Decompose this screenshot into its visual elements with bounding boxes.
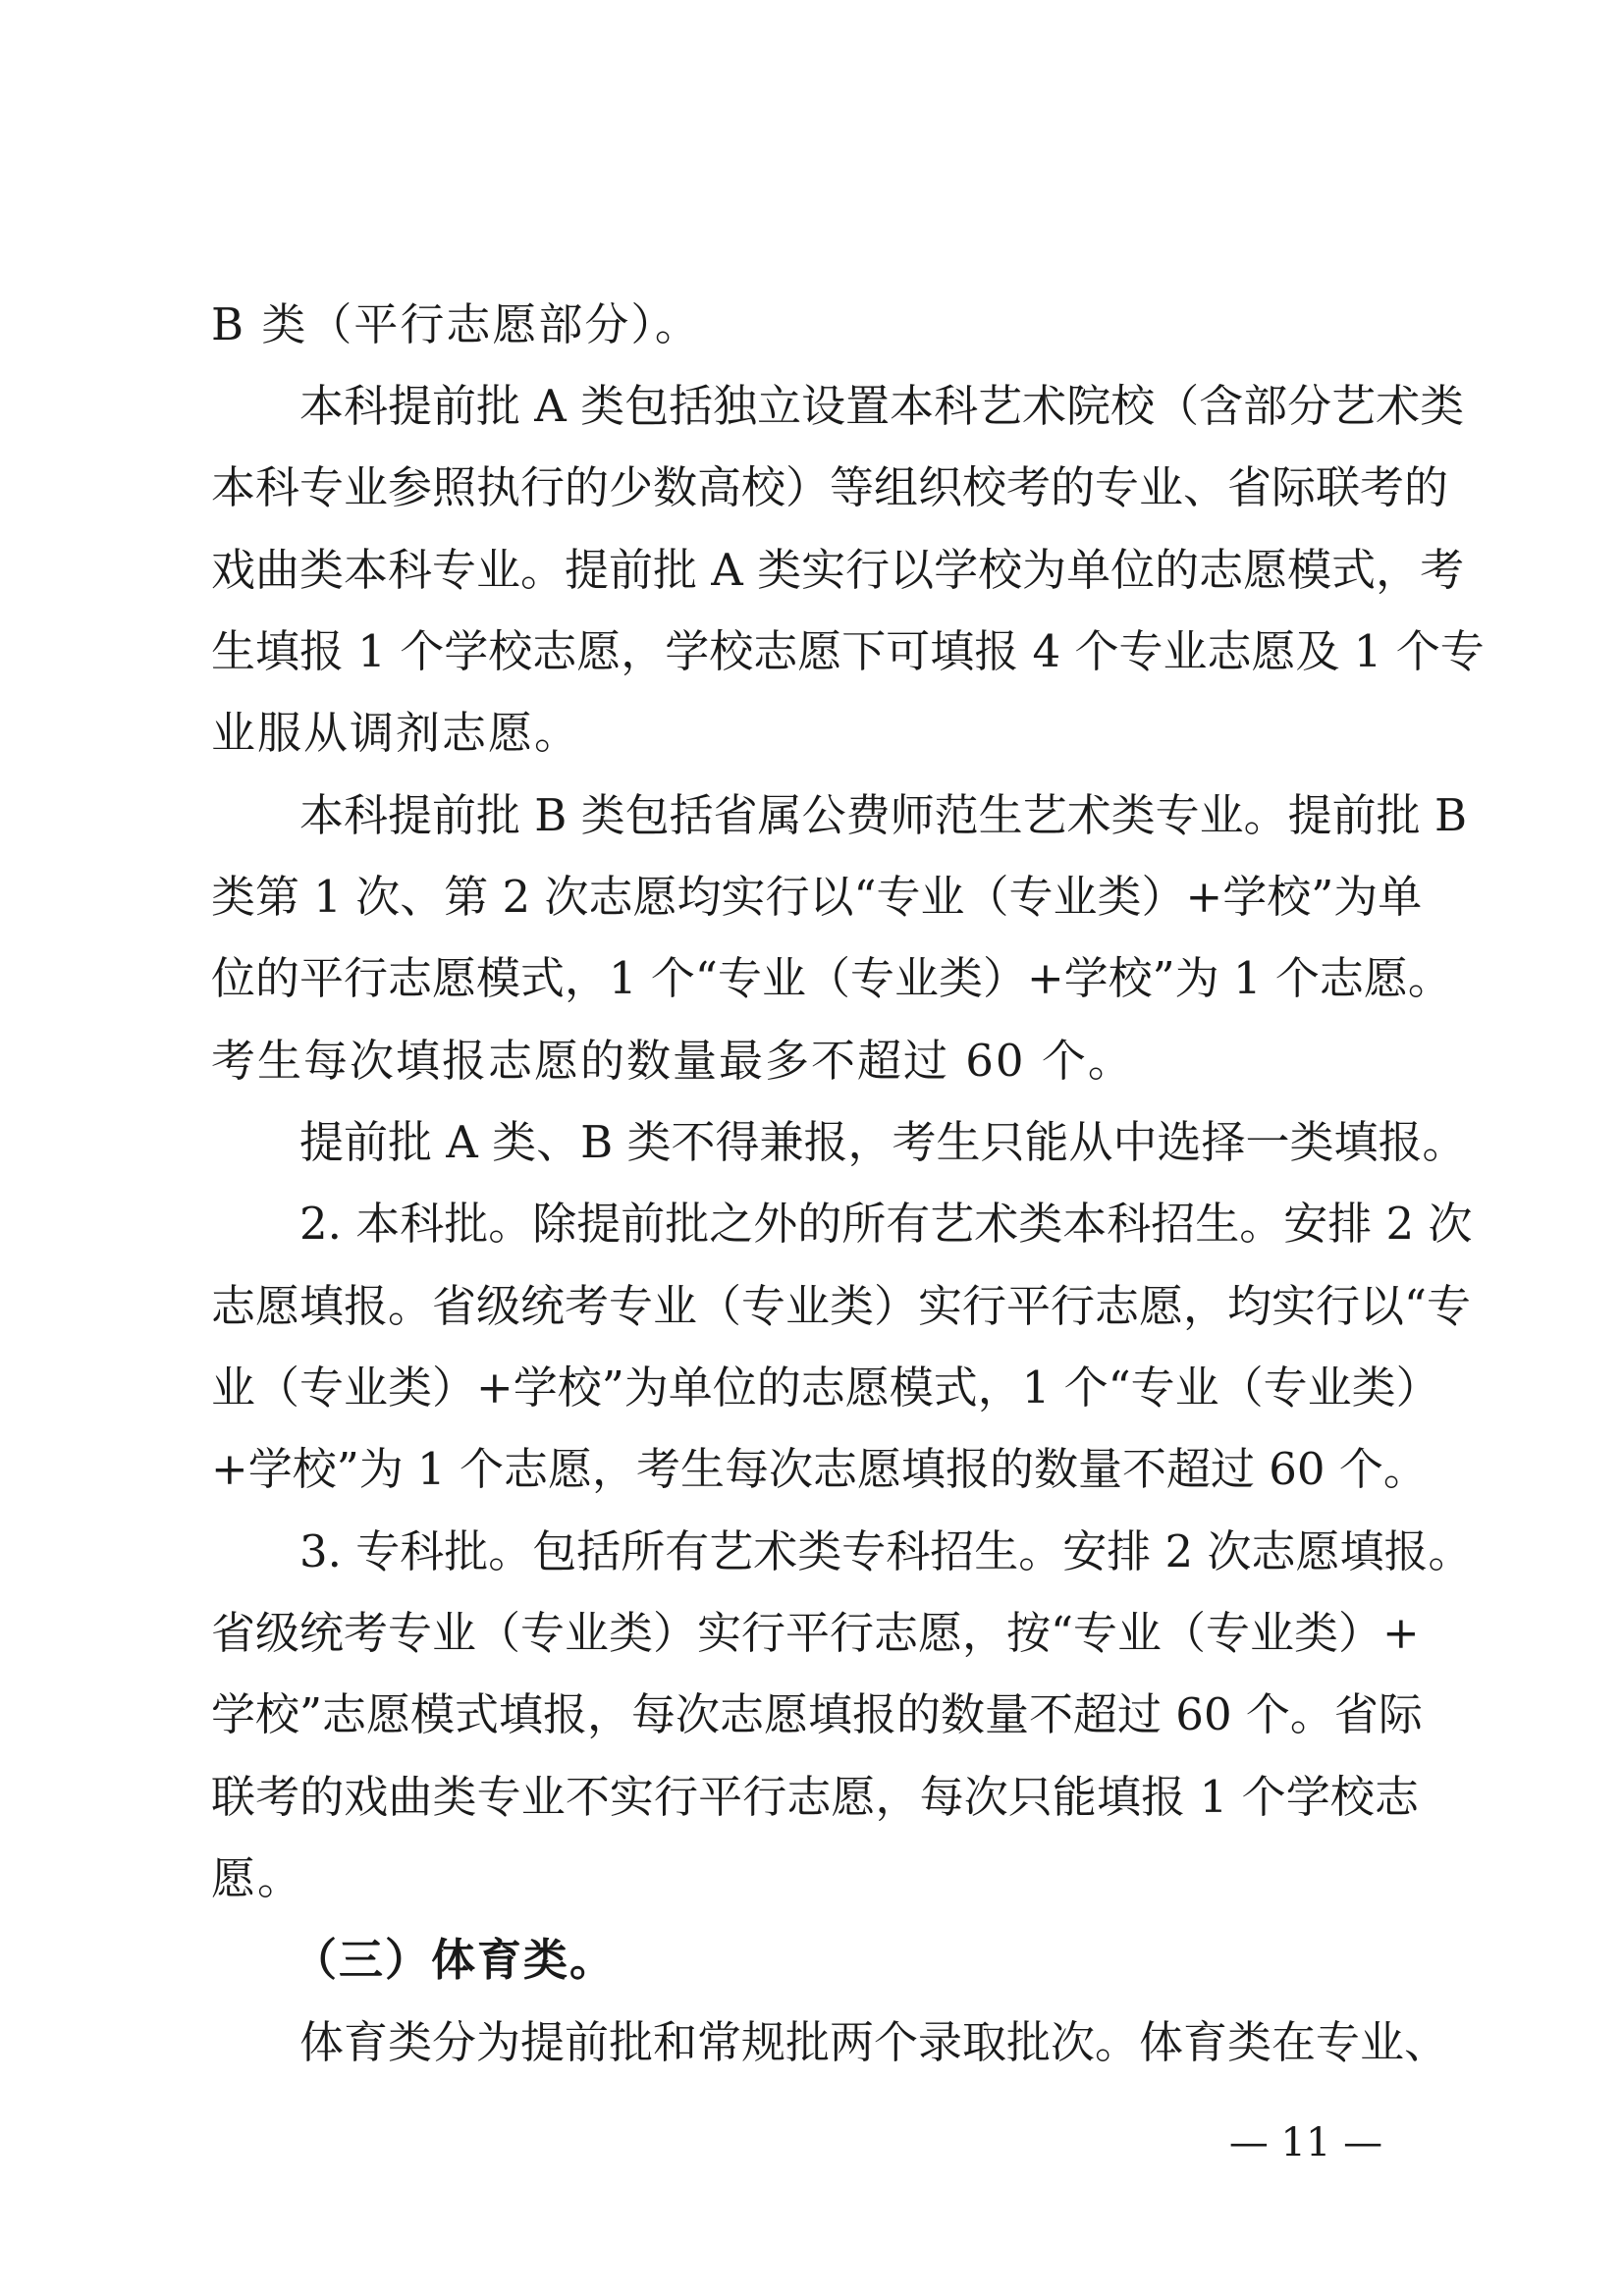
text-line: 位的平行志愿模式，1 个“专业（专业类）+学校”为 1 个志愿。	[211, 952, 1452, 1004]
text-line: 志愿填报。省级统考专业（专业类）实行平行志愿，均实行以“专	[211, 1280, 1472, 1332]
paragraph-first-line: 3. 专科批。包括所有艺术类专科招生。安排 2 次志愿填报。	[299, 1525, 1473, 1577]
paragraph-first-line: 提前批 A 类、B 类不得兼报，考生只能从中选择一类填报。	[299, 1116, 1467, 1168]
text-line: 生填报 1 个学校志愿，学校志愿下可填报 4 个专业志愿及 1 个专	[211, 625, 1485, 677]
paragraph-first-line: 本科提前批 A 类包括独立设置本科艺术院校（含部分艺术类	[299, 380, 1465, 432]
text-line: 学校”志愿模式填报，每次志愿填报的数量不超过 60 个。省际	[211, 1688, 1423, 1740]
text-line: +学校”为 1 个志愿，考生每次志愿填报的数量不超过 60 个。	[211, 1443, 1428, 1495]
paragraph-first-line: 体育类分为提前批和常规批两个录取批次。体育类在专业、	[299, 2016, 1449, 2068]
text-line: 愿。	[211, 1852, 304, 1904]
text-line: 省级统考专业（专业类）实行平行志愿，按“专业（专业类）+	[211, 1607, 1420, 1659]
text-line: 考生每次填报志愿的数量最多不超过 60 个。	[211, 1035, 1134, 1087]
page-number: — 11 —	[1228, 2120, 1383, 2165]
text-line: 业（专业类）+学校”为单位的志愿模式，1 个“专业（专业类）	[211, 1362, 1440, 1414]
text-line: 本科专业参照执行的少数高校）等组织校考的专业、省际联考的	[211, 461, 1449, 513]
text-line: 戏曲类本科专业。提前批 A 类实行以学校为单位的志愿模式，考	[211, 544, 1465, 596]
text-line: 类第 1 次、第 2 次志愿均实行以“专业（专业类）+学校”为单	[211, 871, 1423, 923]
text-line: B 类（平行志愿部分）。	[211, 298, 701, 350]
text-line: 联考的戏曲类专业不实行平行志愿，每次只能填报 1 个学校志	[211, 1771, 1419, 1823]
section-heading: （三）体育类。	[293, 1934, 617, 1986]
paragraph-first-line: 2. 本科批。除提前批之外的所有艺术类本科招生。安排 2 次	[299, 1198, 1473, 1250]
text-line: 业服从调剂志愿。	[211, 707, 581, 759]
paragraph-first-line: 本科提前批 B 类包括省属公费师范生艺术类专业。提前批 B	[299, 789, 1468, 841]
